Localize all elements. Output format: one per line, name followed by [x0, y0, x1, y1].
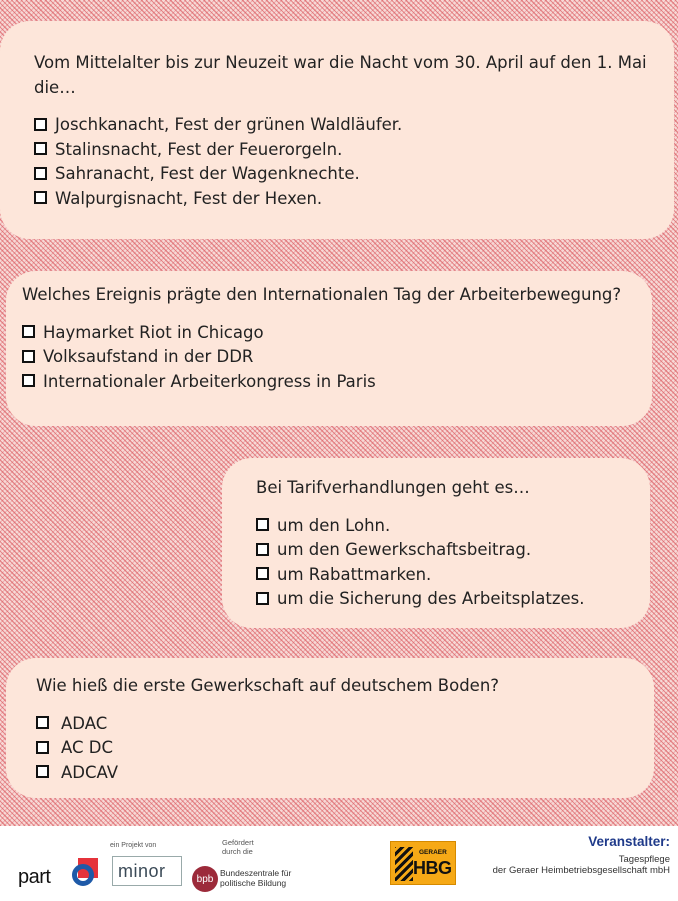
option-label: um Rabattmarken. — [277, 564, 432, 584]
option-label: Walpurgisnacht, Fest der Hexen. — [55, 188, 323, 208]
organizer-info — [493, 834, 670, 876]
option-item[interactable] — [34, 138, 654, 163]
option-item[interactable] — [36, 761, 634, 786]
option-label: Sahranacht, Fest der Wagenknechte. — [55, 164, 360, 183]
bpb-circle-icon — [192, 866, 218, 892]
checkbox-icon[interactable] — [36, 741, 49, 754]
checkbox-icon[interactable] — [36, 716, 49, 729]
checkbox-icon[interactable] — [256, 567, 269, 580]
option-label: Internationaler Arbeiterkongress in Paris — [43, 371, 376, 391]
quiz-card-4 — [6, 658, 654, 798]
partq-logo-text: part — [18, 866, 51, 888]
hbg-caption: GERAER — [419, 849, 447, 856]
option-item[interactable] — [22, 321, 632, 346]
question-text: Vom Mittelalter bis zur Neuzeit war die Nacht vom 30. April auf den 1. Mai die… — [34, 53, 647, 97]
minor-logo — [110, 842, 182, 892]
partq-logo — [18, 856, 104, 892]
option-label: um die Sicherung des Arbeitsplatzes. — [277, 589, 585, 608]
option-item[interactable] — [22, 370, 632, 395]
minor-caption: ein Projekt von — [110, 842, 157, 849]
option-item[interactable] — [256, 563, 630, 588]
option-item[interactable] — [34, 187, 654, 212]
checkbox-icon[interactable] — [22, 350, 35, 363]
partq-q-ring-icon — [72, 864, 94, 886]
option-label: ADAC — [61, 713, 108, 733]
option-item[interactable] — [34, 113, 654, 138]
option-item[interactable] — [256, 538, 630, 563]
option-label: Volksaufstand in der DDR — [43, 347, 254, 366]
question-text: Bei Tarifverhandlungen geht es… — [256, 478, 530, 497]
quiz-card-3 — [222, 458, 650, 628]
bpb-logo-text: bpb — [196, 873, 214, 885]
checkbox-icon[interactable] — [34, 191, 47, 204]
bpb-logo — [192, 838, 302, 898]
option-label: Haymarket Riot in Chicago — [43, 322, 264, 342]
option-item[interactable] — [34, 162, 654, 187]
option-list — [34, 113, 654, 211]
option-label: Stalinsnacht, Fest der Feuerorgeln. — [55, 139, 343, 159]
minor-logo-text: minor — [118, 860, 166, 881]
minor-logo-box — [112, 856, 182, 886]
hbg-logo — [390, 841, 456, 885]
option-item[interactable] — [36, 736, 634, 761]
option-label: AC DC — [61, 738, 113, 757]
organizer-line-2: der Geraer Heimbetriebsgesellschaft mbH — [492, 865, 670, 876]
option-item[interactable] — [256, 587, 630, 612]
option-label: ADCAV — [61, 762, 119, 782]
question-text: Wie hieß die erste Gewerkschaft auf deutschem Boden? — [36, 676, 500, 695]
checkbox-icon[interactable] — [36, 765, 49, 778]
checkbox-icon[interactable] — [34, 167, 47, 180]
checkbox-icon[interactable] — [22, 374, 35, 387]
question-text: Welches Ereignis prägte den Internationalen Tag der Arbeiterbewegung? — [22, 285, 622, 304]
option-label: Joschkanacht, Fest der grünen Waldläufer. — [55, 115, 403, 134]
bpb-name: Bundeszentrale für politische Bildung — [220, 868, 292, 888]
checkbox-icon[interactable] — [256, 592, 269, 605]
quiz-card-1 — [0, 21, 674, 239]
checkbox-icon[interactable] — [34, 142, 47, 155]
option-list — [36, 712, 634, 786]
organizer-line-1: Tagespflege — [618, 854, 670, 865]
option-item[interactable] — [36, 712, 634, 737]
footer — [0, 826, 678, 901]
checkbox-icon[interactable] — [256, 518, 269, 531]
hbg-stripes-icon — [395, 847, 413, 881]
option-list — [256, 514, 630, 612]
quiz-card-2 — [6, 271, 652, 426]
option-item[interactable] — [256, 514, 630, 539]
option-label: um den Gewerkschaftsbeitrag. — [277, 540, 532, 559]
option-label: um den Lohn. — [277, 515, 391, 535]
option-list — [22, 321, 632, 395]
organizer-label: Veranstalter: — [588, 834, 670, 849]
hbg-logo-text: HBG — [413, 858, 452, 878]
checkbox-icon[interactable] — [34, 118, 47, 131]
checkbox-icon[interactable] — [22, 325, 35, 338]
bpb-caption: Gefördert durch die — [222, 838, 254, 856]
checkbox-icon[interactable] — [256, 543, 269, 556]
option-item[interactable] — [22, 345, 632, 370]
